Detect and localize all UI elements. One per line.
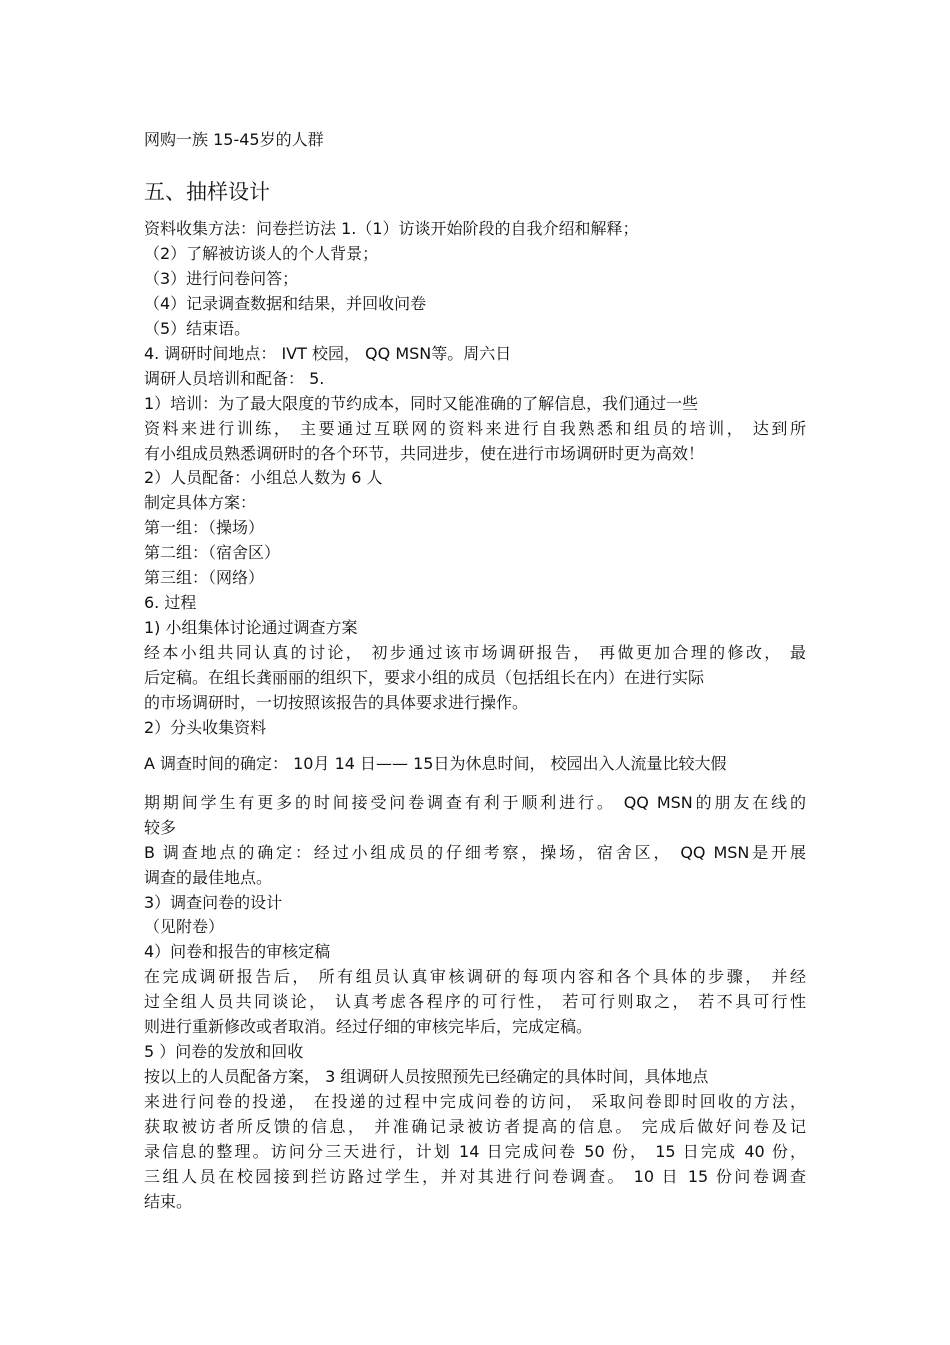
text-line: B 调查地点的确定：经过小组成员的仔细考察，操场，宿舍区， QQ MSN是开展 <box>144 843 806 862</box>
text-line: （3）进行问卷问答； <box>144 269 299 288</box>
text-line: 的市场调研时，一切按照该报告的具体要求进行操作。 <box>144 693 529 712</box>
text-line: 网购一族 15-45岁的人群 <box>144 130 324 149</box>
text-line: 录信息的整理。访问分三天进行，计划 14 日完成问卷 50 份， 15 日完成 40 份， <box>144 1142 806 1161</box>
text-line: 资料来进行训练， 主要通过互联网的资料来进行自我熟悉和组员的培训， 达到所 <box>144 419 806 438</box>
text-line: 4. 调研时间地点： IVT 校园， QQ MSN等。周六日 <box>144 344 512 363</box>
text-line: 1) 小组集体讨论通过调查方案 <box>144 618 358 637</box>
text-line: 4）问卷和报告的审核定稿 <box>144 942 331 961</box>
text-line: 资料收集方法：问卷拦访法 1.（1）访谈开始阶段的自我介绍和解释； <box>144 219 639 238</box>
text-line: 第三组：（网络） <box>144 568 265 587</box>
text-line: 2）分头收集资料 <box>144 718 267 737</box>
text-line: 2）人员配备：小组总人数为 6 人 <box>144 468 383 487</box>
text-line: 调研人员培训和配备： 5. <box>144 369 325 388</box>
text-line: 获取被访者所反馈的信息， 并准确记录被访者提高的信息。 完成后做好问卷及记 <box>144 1117 806 1136</box>
text-line: 制定具体方案： <box>144 493 257 512</box>
text-line: （2）了解被访谈人的个人背景； <box>144 244 379 263</box>
text-line: 1）培训：为了最大限度的节约成本，同时又能准确的了解信息，我们通过一些 <box>144 394 699 413</box>
text-line: 第二组：（宿舍区） <box>144 543 281 562</box>
text-line: 来进行问卷的投递， 在投递的过程中完成问卷的访问， 采取问卷即时回收的方法， <box>144 1092 806 1111</box>
text-line: 有小组成员熟悉调研时的各个环节，共同进步，使在进行市场调研时更为高效！ <box>144 444 705 463</box>
text-line: 第一组：（操场） <box>144 518 265 537</box>
text-line: 3）调查问卷的设计 <box>144 893 283 912</box>
text-line: 期期间学生有更多的时间接受问卷调查有利于顺利进行。 QQ MSN的朋友在线的 <box>144 793 806 812</box>
text-line: 经本小组共同认真的讨论， 初步通过该市场调研报告， 再做更加合理的修改， 最 <box>144 643 806 662</box>
text-line: 后定稿。在组长龚丽丽的组织下，要求小组的成员（包括组长在内）在进行实际 <box>144 668 705 687</box>
text-line: 6. 过程 <box>144 593 197 612</box>
text-line: A 调查时间的确定： 10月 14 日—— 15日为休息时间， 校园出入人流量比较大假 <box>144 754 727 773</box>
text-line: 按以上的人员配备方案， 3 组调研人员按照预先已经确定的具体时间，具体地点 <box>144 1067 709 1086</box>
text-line: 结束。 <box>144 1192 193 1211</box>
section-heading: 五、抽样设计 <box>144 180 270 204</box>
text-line: 过全组人员共同谈论， 认真考虑各程序的可行性， 若可行则取之， 若不具可行性 <box>144 992 806 1011</box>
text-line: （5）结束语。 <box>144 319 251 338</box>
text-line: 在完成调研报告后， 所有组员认真审核调研的每项内容和各个具体的步骤， 并经 <box>144 967 806 986</box>
text-line: 则进行重新修改或者取消。经过仔细的审核完毕后，完成定稿。 <box>144 1017 593 1036</box>
text-line: 5 ）问卷的发放和回收 <box>144 1042 304 1061</box>
text-line: （见附卷） <box>144 917 225 936</box>
text-line: 较多 <box>144 818 177 837</box>
text-line: 三组人员在校园接到拦访路过学生，并对其进行问卷调查。 10 日 15 份问卷调查 <box>144 1167 806 1186</box>
text-line: （4）记录调查数据和结果，并回收问卷 <box>144 294 427 313</box>
text-line: 调查的最佳地点。 <box>144 868 273 887</box>
